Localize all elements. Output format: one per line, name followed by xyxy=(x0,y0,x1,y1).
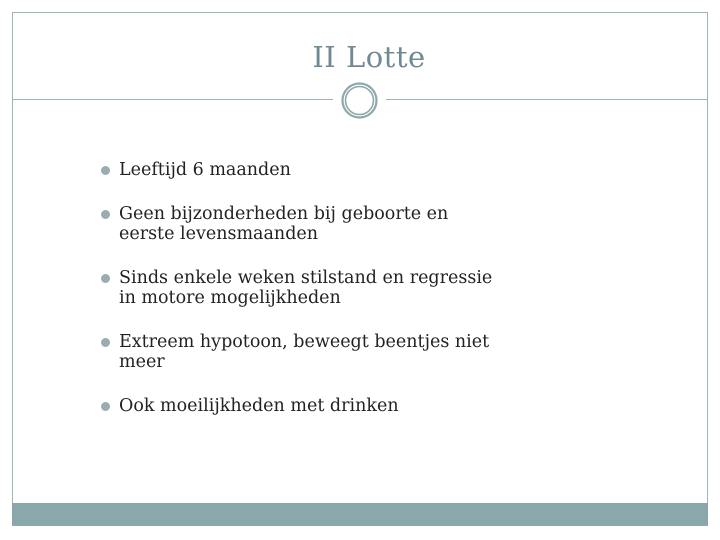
bullet-list xyxy=(101,160,501,440)
bullet-text: Sinds enkele weken stilstand en regressie in motore mogelijkheden xyxy=(119,268,493,308)
bullet-item xyxy=(101,396,501,416)
bullet-item xyxy=(101,160,501,180)
title-divider-right xyxy=(386,99,708,100)
bullet-item xyxy=(101,268,501,308)
bullet-dot-icon xyxy=(101,274,110,283)
bullet-dot-icon xyxy=(101,210,110,219)
bullet-dot-icon xyxy=(101,338,110,347)
divider-circle-ornament xyxy=(340,81,379,120)
slide-title: II Lotte xyxy=(312,40,426,74)
bullet-item xyxy=(101,204,501,244)
bullet-text: Leeftijd 6 maanden xyxy=(119,160,291,180)
bullet-dot-icon xyxy=(101,402,110,411)
bullet-text: Extreem hypotoon, beweegt beentjes niet meer xyxy=(119,332,490,372)
title-divider-left xyxy=(12,99,333,100)
bullet-dot-icon xyxy=(101,166,110,175)
bullet-text: Geen bijzonderheden bij geboorte en eerste levensmaanden xyxy=(119,204,449,244)
bullet-item xyxy=(101,332,501,372)
footer-bar xyxy=(12,503,708,526)
bullet-text: Ook moeilijkheden met drinken xyxy=(119,396,399,416)
